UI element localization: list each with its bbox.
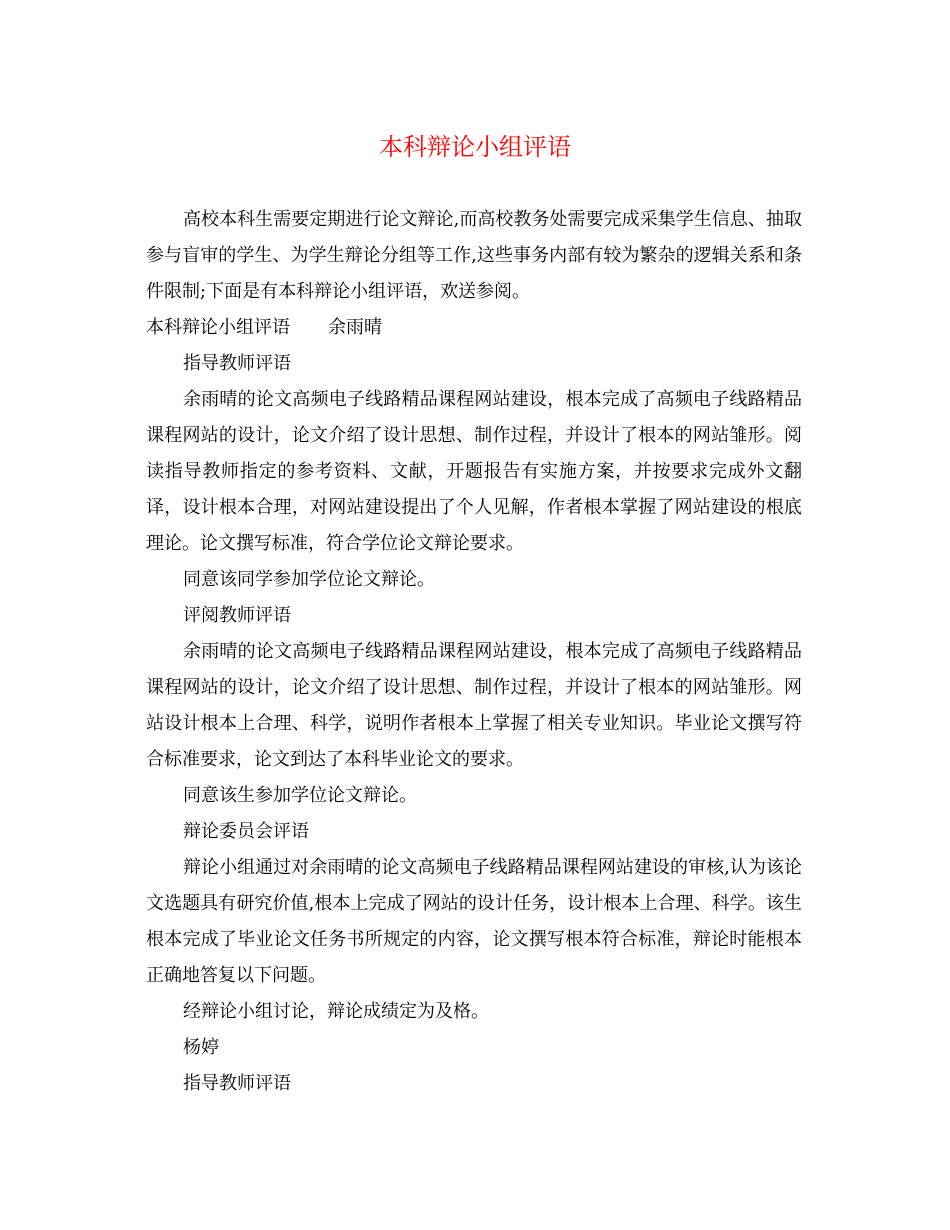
advisor-comment-heading: 指导教师评语 [183, 353, 291, 374]
next-advisor-comment-heading: 指导教师评语 [183, 1073, 291, 1094]
document-body [146, 202, 802, 1102]
advisor-comment-body: 余雨晴的论文高频电子线路精品课程网站建设，根本完成了高频电子线路精品课程网站的设计，论文介绍了设计思想、制作过程，并设计了根本的网站雏形。阅读指导教师指定的参考资料、文献，开题报告有实施方案，并按要求完成外文翻译，设计根本合理，对网站建设提出了个人见解，作者根本掌握了网站建设的根底理论。论文撰写标准，符合学位论文辩论要求。 [146, 389, 802, 554]
committee-comment-body: 辩论小组通过对余雨晴的论文高频电子线路精品课程网站建设的审核,认为该论文选题具有研究价值,根本上完成了网站的设计任务，设计根本上合理、科学。该生根本完成了毕业论文任务书所规定的内容，论文撰写根本符合标准，辩论时能根本正确地答复以下问题。 [146, 857, 802, 986]
committee-comment-conclusion: 经辩论小组讨论，辩论成绩定为及格。 [183, 1001, 489, 1022]
next-student-name: 杨婷 [183, 1037, 219, 1058]
reviewer-comment-heading: 评阅教师评语 [183, 605, 291, 626]
reviewer-comment-body: 余雨晴的论文高频电子线路精品课程网站建设，根本完成了高频电子线路精品课程网站的设计，论文介绍了设计思想、制作过程，并设计了根本的网站雏形。网站设计根本上合理、科学，说明作者根本上掌握了相关专业知识。毕业论文撰写符合标准要求，论文到达了本科毕业论文的要求。 [146, 641, 802, 770]
intro-paragraph: 高校本科生需要定期进行论文辩论,而高校教务处需要完成采集学生信息、抽取参与盲审的学生、为学生辩论分组等工作,这些事务内部有较为繁杂的逻辑关系和条件限制;下面是有本科辩论小组评语，欢送参阅。 [146, 209, 802, 302]
byline-title: 本科辩论小组评语 [146, 317, 290, 338]
committee-comment-heading: 辩论委员会评语 [183, 821, 309, 842]
reviewer-comment-conclusion: 同意该生参加学位论文辩论。 [183, 785, 417, 806]
advisor-comment-conclusion: 同意该同学参加学位论文辩论。 [183, 569, 435, 590]
document-title: 本科辩论小组评语 [379, 133, 571, 161]
byline [146, 310, 802, 346]
byline-student-name: 余雨晴 [328, 317, 382, 338]
